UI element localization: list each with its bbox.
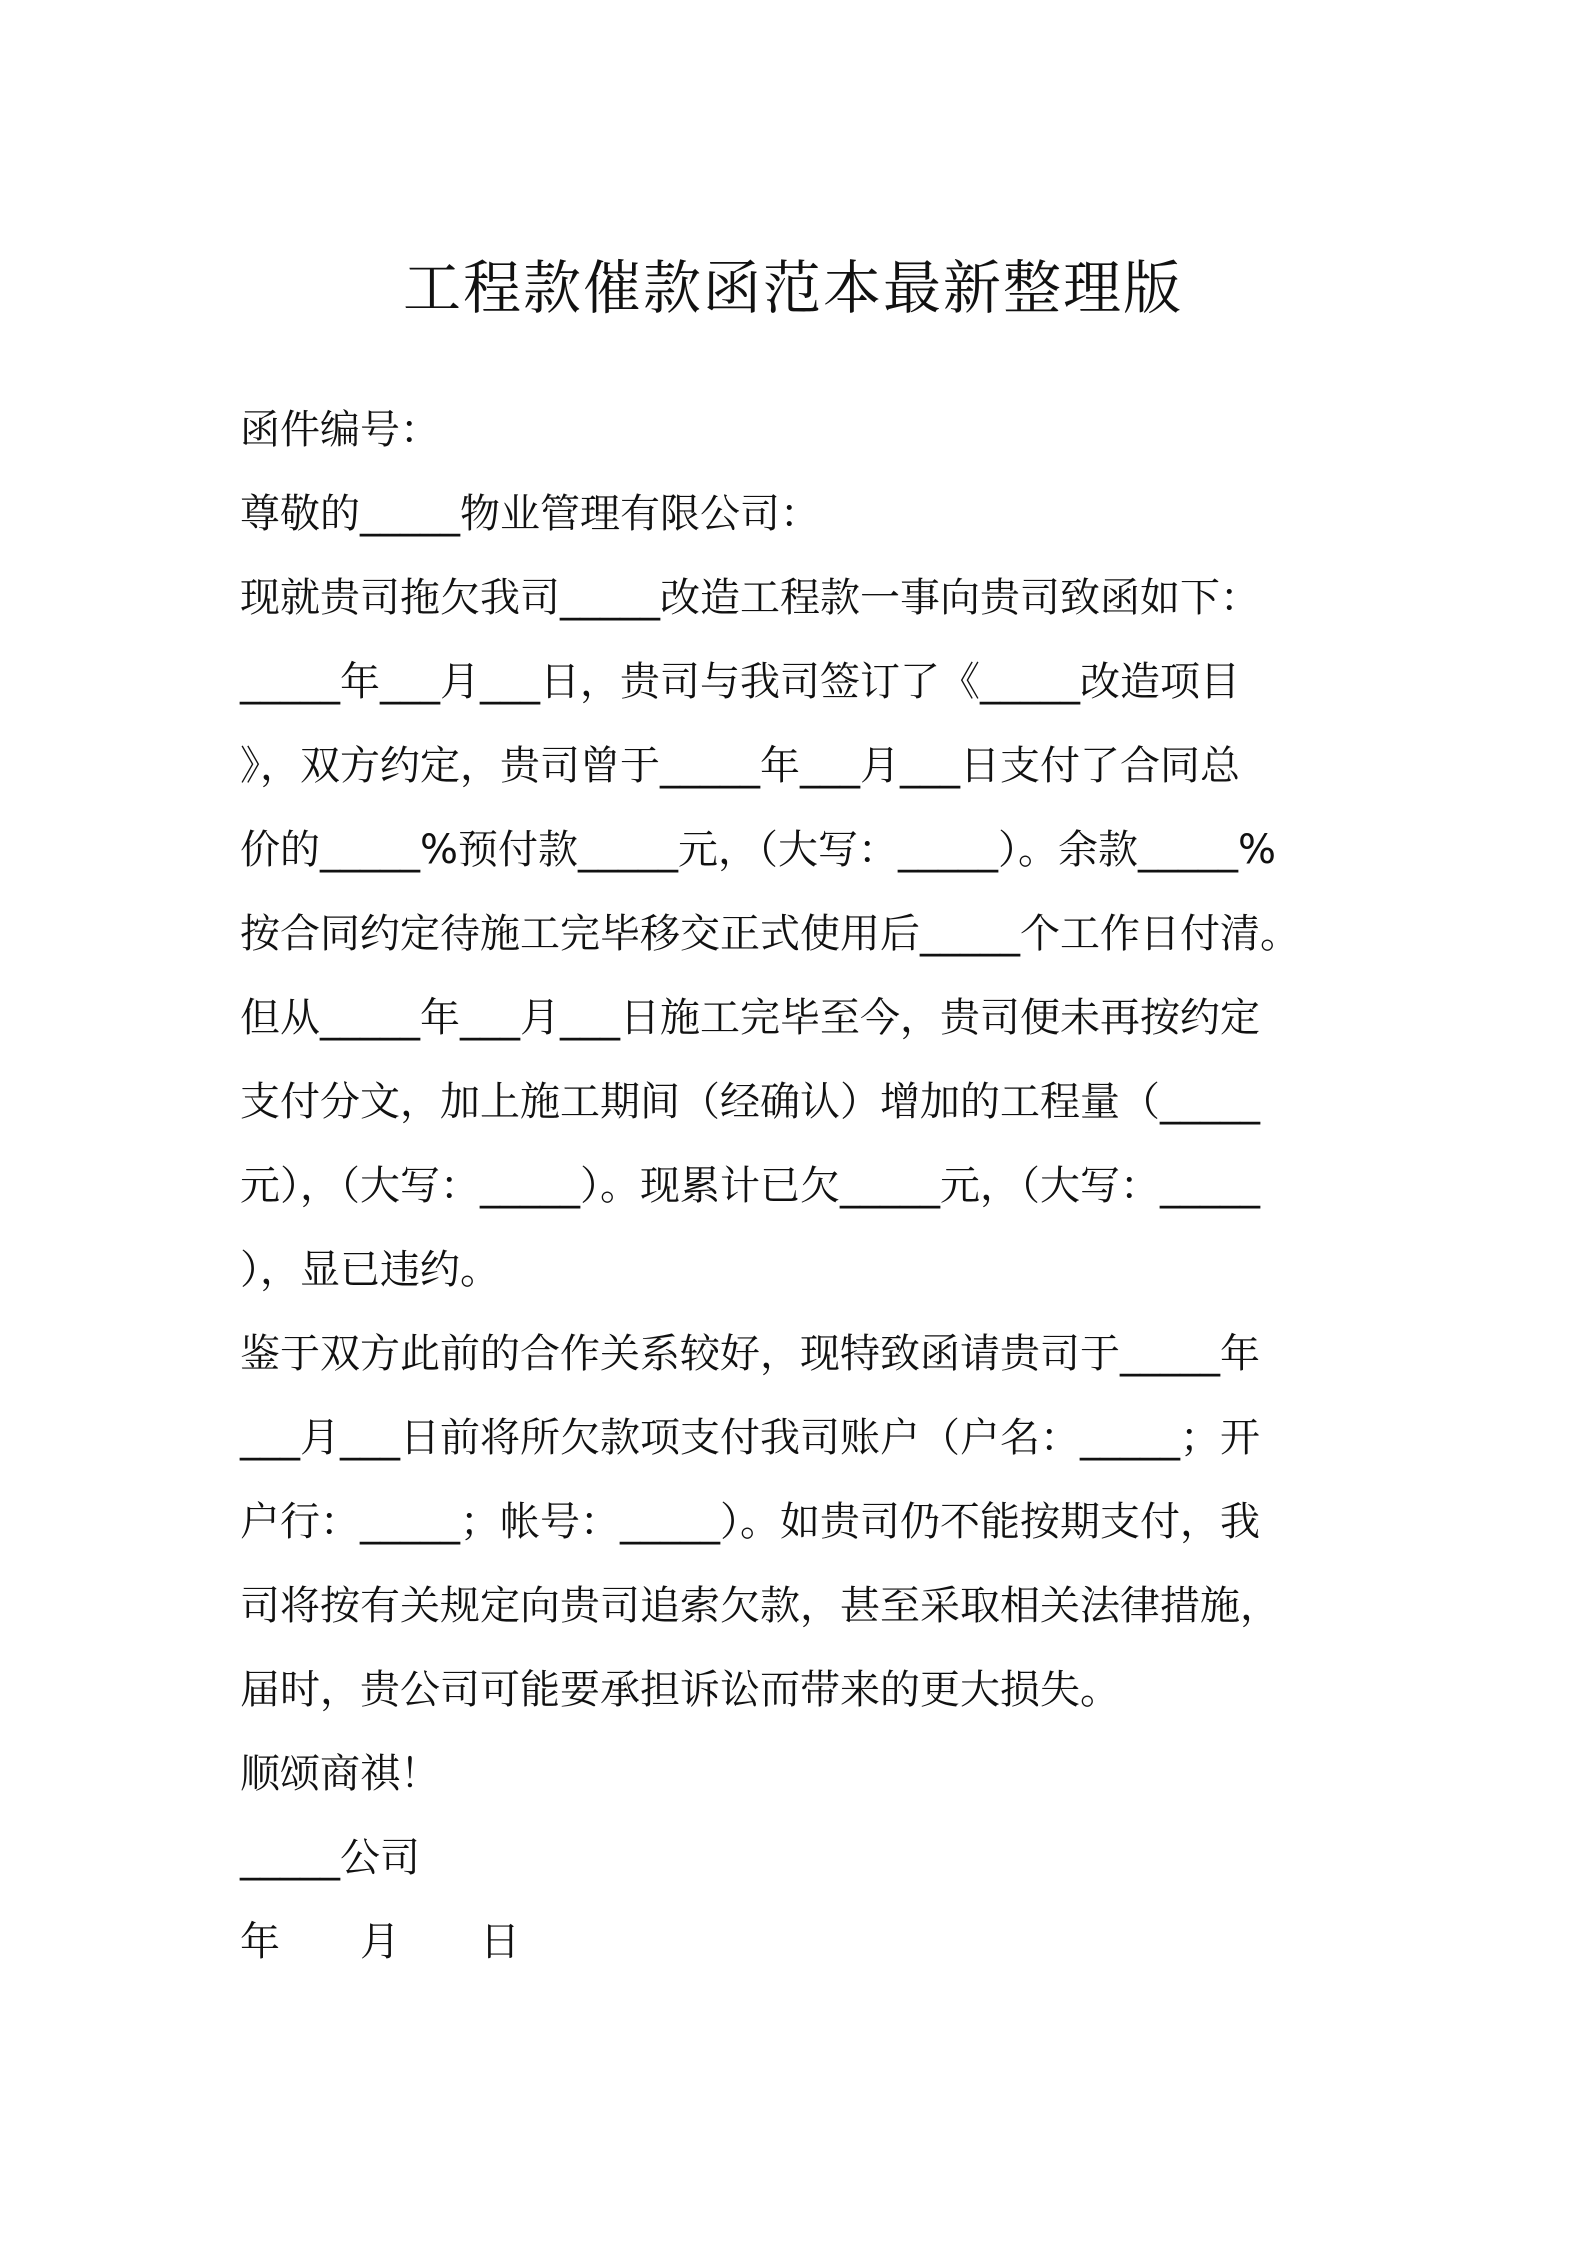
salutation-line: 尊敬的_____物业管理有限公司： bbox=[240, 491, 820, 537]
paragraph-line: 支付分文，加上施工期间（经确认）增加的工程量（_____ bbox=[240, 1079, 1260, 1125]
paragraph-line: 现就贵司拖欠我司_____改造工程款一事向贵司致函如下： bbox=[240, 575, 1260, 621]
document-title: 工程款催款函范本最新整理版 bbox=[402, 254, 1183, 322]
signature-company-line: _____公司 bbox=[240, 1835, 420, 1881]
paragraph-line: ），显已违约。 bbox=[240, 1247, 500, 1293]
paragraph-line: 届时，贵公司可能要承担诉讼而带来的更大损失。 bbox=[240, 1667, 1120, 1713]
paragraph-line: 但从_____年___月___日施工完毕至今，贵司便未再按约定 bbox=[240, 995, 1260, 1041]
paragraph-line: 司将按有关规定向贵司追索欠款，甚至采取相关法律措施， bbox=[240, 1583, 1280, 1629]
letter-body bbox=[240, 388, 1380, 1984]
signature-date-line: 年 月 日 bbox=[240, 1919, 520, 1965]
paragraph-line: 元），（大写：_____）。现累计已欠_____元，（大写：_____ bbox=[240, 1163, 1260, 1209]
closing-line: 顺颂商祺！ bbox=[240, 1751, 440, 1797]
paragraph-line: 户行：_____；帐号：_____）。如贵司仍不能按期支付，我 bbox=[240, 1499, 1260, 1545]
paragraph-line: ___月___日前将所欠款项支付我司账户（户名：_____；开 bbox=[240, 1415, 1260, 1461]
letter-number-line: 函件编号： bbox=[240, 407, 440, 453]
paragraph-line: 价的_____%预付款_____元，（大写：_____）。余款_____% bbox=[240, 827, 1277, 873]
paragraph-line: _____年___月___日，贵司与我司签订了《_____改造项目 bbox=[240, 659, 1240, 705]
paragraph-line: 》，双方约定，贵司曾于_____年___月___日支付了合同总 bbox=[240, 743, 1240, 789]
paragraph-line: 按合同约定待施工完毕移交正式使用后_____个工作日付清。 bbox=[240, 911, 1300, 957]
paragraph-line: 鉴于双方此前的合作关系较好，现特致函请贵司于_____年 bbox=[240, 1331, 1260, 1377]
